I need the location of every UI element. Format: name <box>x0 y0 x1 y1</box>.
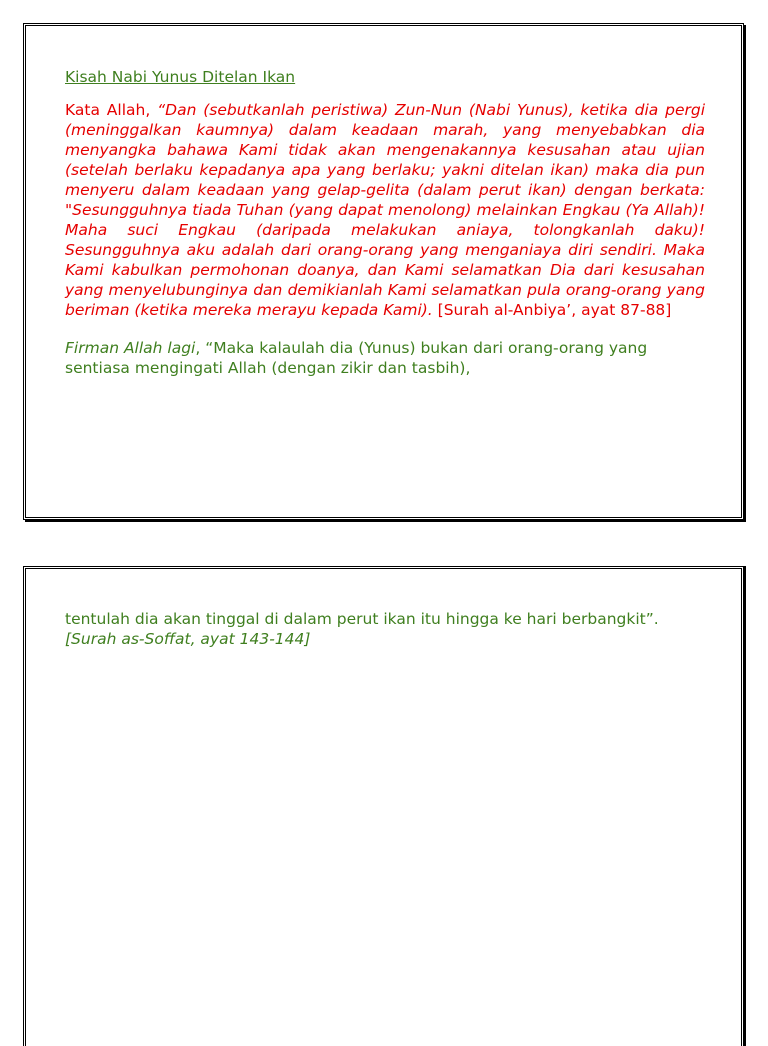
page-1-content <box>65 67 705 378</box>
story-title: Kisah Nabi Yunus Ditelan Ikan <box>65 68 296 86</box>
continuation-text: tentulah dia akan tinggal di dalam perut ikan itu hingga ke hari berbangkit”. <box>65 610 659 628</box>
soffat-verse-end <box>65 609 705 649</box>
verse-reference: [Surah al-Anbiya’, ayat 87-88] <box>432 301 672 319</box>
soffat-verse-start <box>65 338 705 378</box>
firman-text: , “Maka kalaulah dia (Yunus) bukan dari orang-orang yang sentiasa mengingati Allah (dengan zikir dan tasbih), <box>65 339 648 377</box>
verse-intro: Kata Allah, <box>65 101 158 119</box>
document-page-1 <box>23 23 744 520</box>
soffat-reference: [Surah as-Soffat, ayat 143-144] <box>65 630 311 648</box>
anbiya-verse <box>65 100 705 320</box>
firman-intro: Firman Allah lagi <box>65 339 196 357</box>
verse-quote: “Dan (sebutkanlah peristiwa) Zun-Nun (Nabi Yunus), ketika dia pergi (meninggalkan kaumnya) dalam keadaan marah, yang menyebabkan dia menyangka bahawa Kami tidak akan mengenakannya kesusahan atau ujian (setelah berlaku kepadanya apa yang berlaku; yakni ditelan ikan) maka dia pun menyeru dalam keadaan yang gelap-gelita (dalam perut ikan) dengan berkata: "Sesungguhnya tiada Tuhan (yang dapat menolong) melainkan Engkau (Ya Allah)! Maha suci Engkau (daripada melakukan aniaya, tolongkanlah daku)! Sesungguhnya aku adalah dari orang-orang yang menganiaya diri sendiri. Maka Kami kabulkan permohonan doanya, dan Kami selamatkan Dia dari kesusahan yang menyelubunginya dan demikianlah Kami selamatkan pula orang-orang yang beriman (ketika mereka merayu kepada Kami). <box>65 101 705 319</box>
page-2-content <box>65 609 705 649</box>
document-page-2 <box>23 566 744 1046</box>
